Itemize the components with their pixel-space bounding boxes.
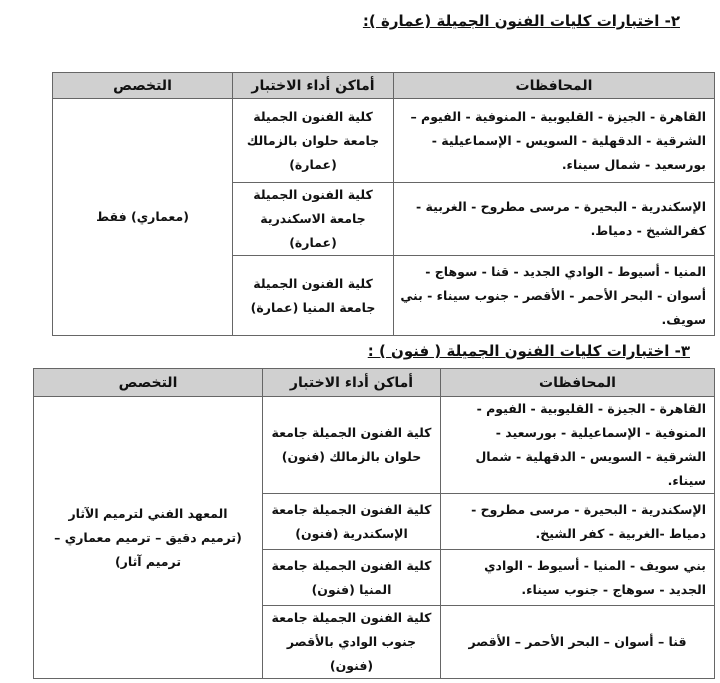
header-places: أماكن أداء الاختبار	[233, 73, 394, 99]
section2-title: ٢- اختبارات كليات الفنون الجميلة (عمارة ):	[362, 12, 680, 30]
governorates-cell: القاهرة - الجيزة - القليوبية - المنوفية - الفيوم – الشرقية - الدقهلية - السويس - الإسماعيلية - بورسعيد - شمال سيناء.	[394, 99, 715, 183]
header-specialty: التخصص	[34, 369, 263, 397]
header-places: أماكن أداء الاختبار	[263, 369, 441, 397]
governorates-cell: قنا – أسوان – البحر الأحمر – الأقصر	[441, 606, 715, 679]
governorates-cell: القاهرة - الجيزة - القليوبية - الفيوم - المنوفية - الإسماعيلية - بورسعيد - الشرقية - السويس - الدقهلية - شمال سيناء.	[441, 397, 715, 494]
place-cell: كلية الفنون الجميلة جامعة حلوان بالزمالك (عمارة)	[233, 99, 394, 183]
header-governorates: المحافظات	[441, 369, 715, 397]
section2-table	[52, 72, 715, 336]
header-specialty: التخصص	[53, 73, 233, 99]
governorates-cell: المنيا - أسيوط - الوادي الجديد - قنا - سوهاج - أسوان - البحر الأحمر - الأقصر - جنوب سيناء - بني سويف.	[394, 256, 715, 336]
place-cell: كلية الفنون الجميلة جامعة جنوب الوادي بالأقصر (فنون)	[263, 606, 441, 679]
place-cell: كلية الفنون الجميلة جامعة حلوان بالزمالك (فنون)	[263, 397, 441, 494]
place-cell: كلية الفنون الجميلة جامعة المنيا (فنون)	[263, 550, 441, 606]
specialty-cell: المعهد الفني لترميم الآثار (ترميم دقيق – ترميم معماري – ترميم آثار)	[34, 397, 263, 679]
governorates-cell: الإسكندرية - البحيرة - مرسى مطروح - دمياط -الغربية - كفر الشيخ.	[441, 494, 715, 550]
header-governorates: المحافظات	[394, 73, 715, 99]
table-row	[34, 397, 715, 494]
place-cell: كلية الفنون الجميلة جامعة المنيا (عمارة)	[233, 256, 394, 336]
place-cell: كلية الفنون الجميلة جامعة الإسكندرية (فنون)	[263, 494, 441, 550]
place-cell: كلية الفنون الجميلة جامعة الاسكندرية (عمارة)	[233, 183, 394, 256]
specialty-cell: (معماري) فقط	[53, 99, 233, 336]
governorates-cell: بني سويف - المنيا - أسيوط - الوادي الجديد - سوهاج - جنوب سيناء.	[441, 550, 715, 606]
section3-title: ٣- اختبارات كليات الفنون الجميلة ( فنون ) :	[367, 342, 690, 360]
section3-table	[33, 368, 715, 679]
governorates-cell: الإسكندرية - البحيرة - مرسى مطروح - الغربية - كفرالشيخ - دمياط.	[394, 183, 715, 256]
table-row	[53, 99, 715, 183]
